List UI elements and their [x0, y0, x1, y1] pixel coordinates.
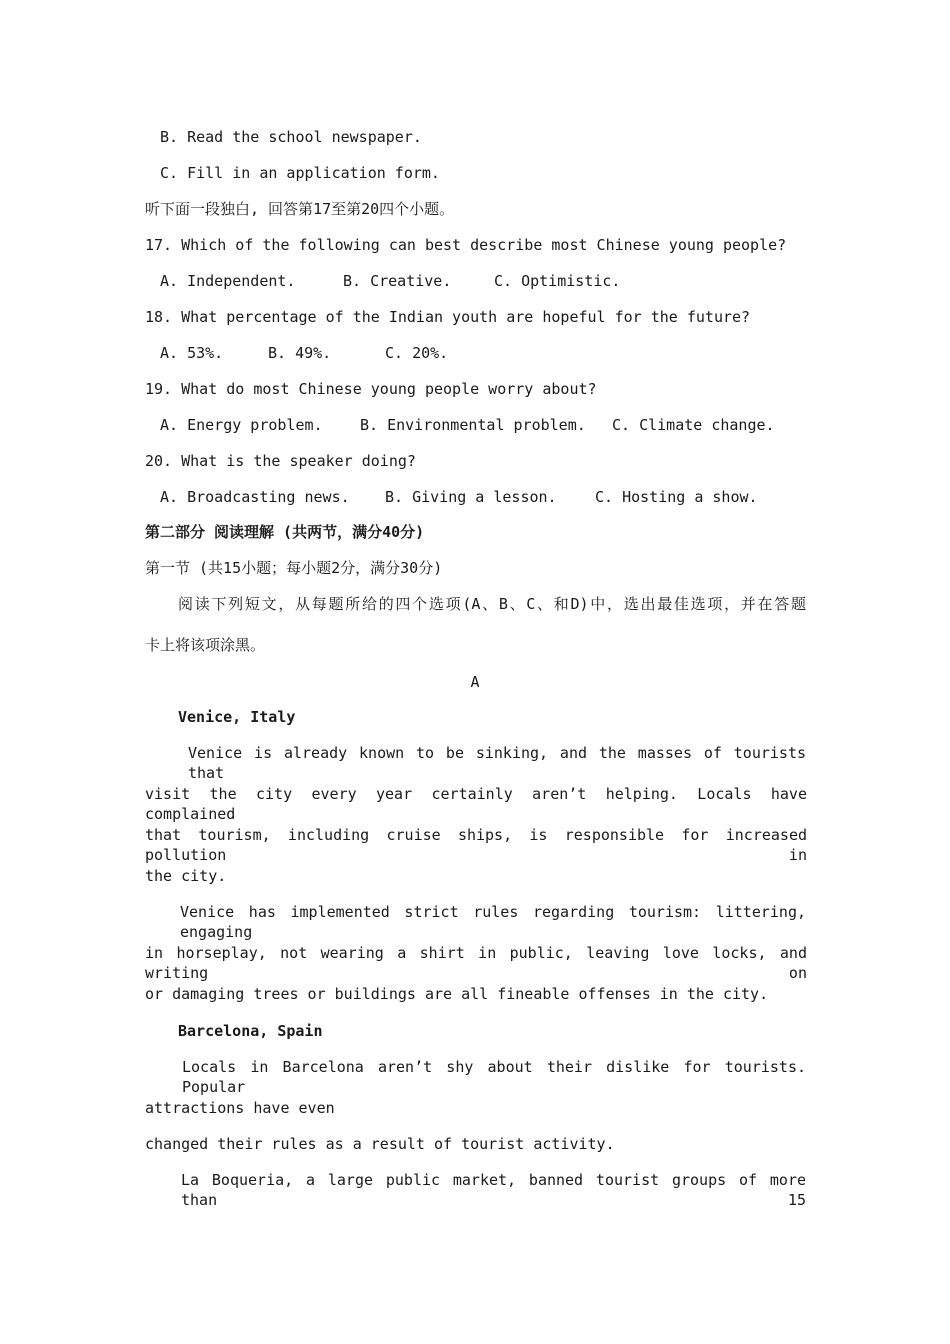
question-18-options — [160, 343, 822, 363]
question-17-options — [160, 271, 822, 291]
question-19: 19. What do most Chinese young people worry about? — [145, 380, 597, 398]
listening-instruction: 听下面一段独白, 回答第17至第20四个小题。 — [145, 200, 455, 218]
q19-option-a: A. Energy problem. — [160, 416, 323, 434]
venice-paragraph-1-line-4: the city. — [145, 867, 227, 885]
venice-heading: Venice, Italy — [178, 708, 296, 726]
q20-option-b: B. Giving a lesson. — [385, 488, 557, 506]
part-two-heading: 第二部分 阅读理解 (共两节，满分40分) — [145, 523, 425, 541]
section-one-heading: 第一节 (共15小题；每小题2分，满分30分) — [145, 559, 443, 577]
question-20-options — [160, 487, 822, 507]
q17-option-a: A. Independent. — [160, 272, 296, 290]
barcelona-paragraph-1-line-3: changed their rules as a result of tourist activity. — [145, 1135, 615, 1153]
passage-letter: A — [470, 673, 480, 691]
q16-option-c: C. Fill in an application form. — [160, 164, 440, 182]
barcelona-paragraph-2-line-1: La Boqueria, a large public market, banned tourist groups of more than 15 — [181, 1171, 806, 1209]
venice-paragraph-1-line-3: that tourism, including cruise ships, is responsible for increased pollution in — [145, 826, 807, 864]
venice-paragraph-1-line-1: Venice is already known to be sinking, and the masses of tourists that — [188, 744, 806, 782]
q19-option-b: B. Environmental problem. — [360, 416, 586, 434]
q18-option-b: B. 49%. — [268, 344, 332, 362]
barcelona-paragraph-1-line-2: attractions have even — [145, 1099, 335, 1117]
q18-option-a: A. 53%. — [160, 344, 224, 362]
q18-option-c: C. 20%. — [385, 344, 449, 362]
question-17: 17. Which of the following can best describe most Chinese young people? — [145, 236, 787, 254]
q19-option-c: C. Climate change. — [612, 416, 775, 434]
reading-instruction-line-1: 阅读下列短文，从每题所给的四个选项(A、B、C、和D)中，选出最佳选项，并在答题 — [178, 595, 806, 613]
question-18: 18. What percentage of the Indian youth are hopeful for the future? — [145, 308, 751, 326]
venice-paragraph-2-line-2: in horseplay, not wearing a shirt in public, leaving love locks, and writing on — [145, 944, 807, 982]
reading-instruction-line-2: 卡上将该项涂黑。 — [145, 636, 266, 654]
q17-option-c: C. Optimistic. — [494, 272, 621, 290]
q20-option-a: A. Broadcasting news. — [160, 488, 350, 506]
question-20: 20. What is the speaker doing? — [145, 452, 416, 470]
barcelona-paragraph-1-line-1: Locals in Barcelona aren’t shy about their dislike for tourists. Popular — [182, 1058, 806, 1096]
venice-paragraph-1-line-2: visit the city every year certainly aren’t helping. Locals have complained — [145, 785, 807, 823]
venice-paragraph-2-line-1: Venice has implemented strict rules regarding tourism: littering, engaging — [180, 903, 806, 941]
question-19-options — [160, 415, 822, 435]
q16-option-b: B. Read the school newspaper. — [160, 128, 422, 146]
q17-option-b: B. Creative. — [343, 272, 452, 290]
venice-paragraph-2-line-3: or damaging trees or buildings are all fineable offenses in the city. — [145, 985, 769, 1003]
barcelona-heading: Barcelona, Spain — [178, 1022, 323, 1040]
q20-option-c: C. Hosting a show. — [595, 488, 758, 506]
